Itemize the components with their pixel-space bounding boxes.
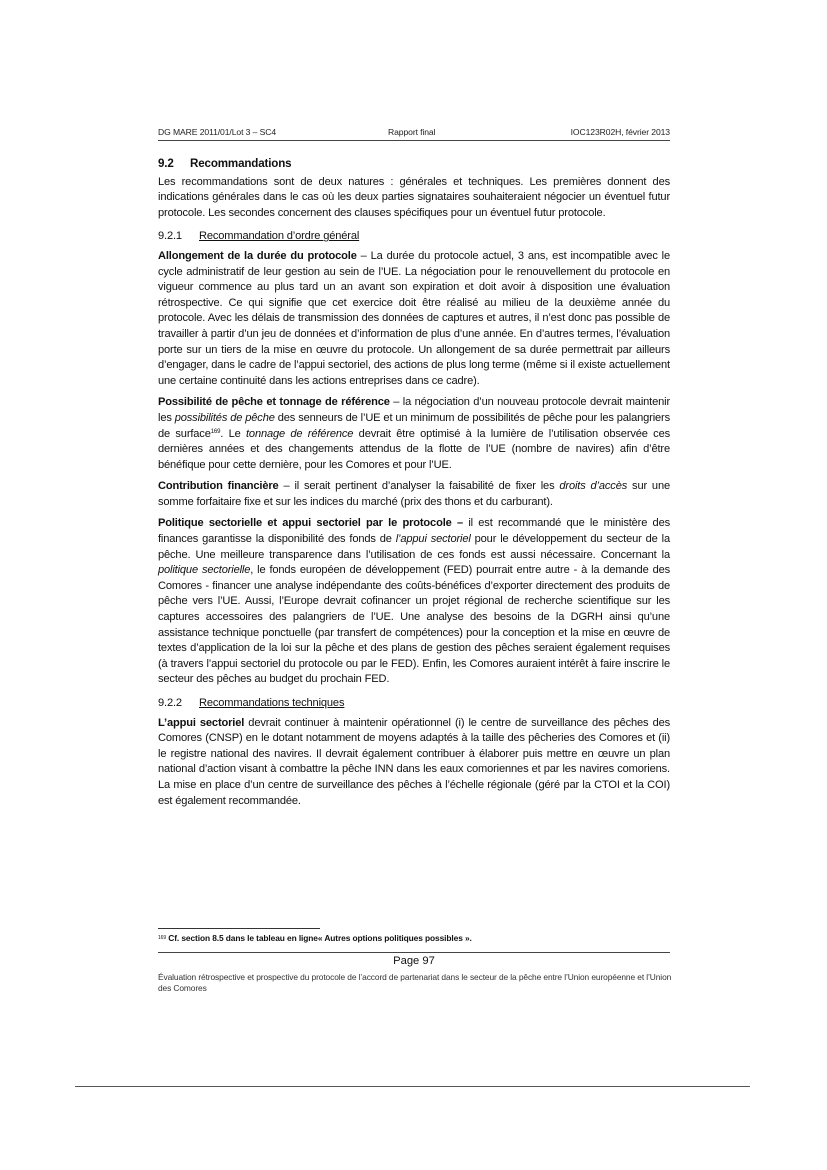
header-report-type: Rapport final (388, 127, 436, 137)
footnote-text: Cf. section 8.5 dans le tableau en ligne« Autres options politiques possibles ». (166, 933, 472, 943)
paragraph-lead: L’appui sectoriel (158, 716, 245, 729)
section-number: 9.2 (158, 157, 174, 170)
italic-term: possibilités de pêche (174, 411, 275, 424)
paragraph-contribution (158, 479, 670, 510)
paragraph-text: . Le (220, 427, 246, 440)
footnote (158, 933, 472, 943)
paragraph-text: devrait être optimisé à la lumière de l’utilisation observée ces dernières années et des changements attendus de la flotte de l’UE (nombre de navires) afin d’être bénéfique pour cette dernière, pour les Comores et pour l’UE. (158, 427, 670, 471)
subsection-title: Recommandation d’ordre général (199, 230, 360, 243)
section-heading (158, 156, 670, 172)
paragraph-text: , le fonds européen de développement (FED) pourrait entre autre - à la demande des Comores - financer une analyse indépendante des coûts-bénéfices d’exporter directement des produits de pêche vers l’UE. Aussi, l’Europe devrait cofinancer un projet régional de recherche scientifique sur les captures accessoires des palangriers de l’UE. Une analyse des besoins de la DGRH ainsi qu’une assistance technique ponctuelle (par transfert de compétences) pour la conception et la mise en œuvre de textes d’application de la loi sur la pêche et des plans de gestion des pêches seraient également requises (à travers l’appui sectoriel du protocole ou par le FED). Enfin, les Comores auraient intérêt à faire inscrire le secteur des pêches au budget du prochain FED. (158, 564, 671, 686)
paragraph-text: – La durée du protocole actuel, 3 ans, est incompatible avec le cycle administratif de leur gestion au sein de l’UE. La négociation pour le renouvellement du protocole en vigueur commence au plus tard un an avant son expiration et doit avoir à disposition une évaluation rétrospective. Ce qui signifie que cet exercice doit être réalisé au milieu de la deuxième année du protocole. Avec les délais de transmission des données de captures et autres, il n’est donc pas possible de travailler à partir d’un jeu de données et d’information de plus d’une année. En d’autres termes, l’évaluation porte sur un tiers de la mise en œuvre du protocole. Un allongement de sa durée permettrait par ailleurs d’engager, dans le cadre de l’appui sectoriel, des actions de plus long terme (même si il existe actuellement une certaine continuité dans les actions entreprises dans ce cadre). (158, 249, 670, 387)
header-divider (158, 140, 670, 141)
paragraph-text: – la négociation d’un nouveau protocole devrait maintenir les (158, 396, 670, 424)
section-intro: Les recommandations sont de deux natures : générales et techniques. Les premières donnent des indications générales dans le cas où les deux parties signataires souhaiteraient négocier un éventuel futur protocole. Les secondes concernent des clauses spécifiques pour un éventuel futur protocole. (158, 175, 670, 219)
subsection-number: 9.2.2 (158, 697, 182, 709)
paragraph-text: sur une somme forfaitaire fixe et sur les indices du marché (prix des thons et du carburant). (158, 480, 670, 508)
page-number: Page 97 (393, 955, 435, 967)
subsection-heading-technical (158, 696, 670, 712)
italic-term: droits d’accès (559, 480, 628, 493)
footnote-number: 169 (158, 935, 167, 941)
paragraph-lead: Contribution financière (158, 480, 279, 493)
running-header (158, 127, 670, 139)
footer-divider (158, 952, 670, 953)
subsection-heading-general (158, 229, 670, 245)
paragraph-text: – il serait pertinent d’analyser la faisabilité de fixer les (278, 480, 560, 493)
main-content (158, 150, 670, 815)
subsection-title: Recommandations techniques (199, 697, 345, 709)
paragraph-text: pour le développement du secteur de la pêche. Une meilleure transparence dans l’utilisation de ces fonds est aussi nécessaire. Concernant la (158, 533, 670, 561)
paragraph-duree (158, 249, 670, 389)
page-bottom-line (75, 1086, 750, 1087)
header-reference: DG MARE 2011/01/Lot 3 – SC4 (158, 127, 276, 137)
paragraph-lead: Allongement de la durée du protocole (158, 249, 357, 262)
paragraph-possibilite (158, 395, 670, 473)
header-doc-id: IOC123R02H, février 2013 (570, 127, 670, 137)
footnote-divider (158, 928, 320, 929)
paragraph-text: des senneurs de l’UE et un minimum de possibilités de pêche pour les palangriers de surface (158, 411, 671, 440)
paragraph-text: il est recommandé que le ministère des finances garantisse la disponibilité des fonds de (158, 517, 670, 546)
footnote-ref: 169 (210, 428, 221, 435)
paragraph-text: devrait continuer à maintenir opérationnel (i) le centre de surveillance des pêches des Comores (CNSP) en le dotant notamment de moyens adaptés à la taille des pêcheries des Comores et (ii) le registre national des navires. Il devrait également contribuer à élaborer puis mettre en œuvre un plan national d’action visant à combattre la pêche INN dans les eaux comoriennes et par les navires comoriens. La mise en place d’un centre de surveillance des pêches à l’échelle régionale (géré par la CTOI et la COI) est également recommandée. (158, 716, 671, 807)
italic-term: l’appui sectoriel (395, 533, 471, 546)
paragraph-appui (158, 716, 670, 810)
italic-term: tonnage de référence (246, 427, 354, 440)
subsection-number: 9.2.1 (158, 230, 182, 243)
paragraph-lead: Politique sectorielle et appui sectoriel par le protocole – (158, 517, 463, 530)
italic-term: politique sectorielle (158, 564, 251, 577)
paragraph-politique (158, 516, 670, 688)
section-title: Recommandations (190, 157, 292, 170)
paragraph-lead: Possibilité de pêche et tonnage de référence (158, 396, 390, 409)
footer-title: Évaluation rétrospective et prospective du protocole de l’accord de partenariat dans le secteur de la pêche entre l’Union européenne et l’Union des Comores (158, 972, 672, 993)
